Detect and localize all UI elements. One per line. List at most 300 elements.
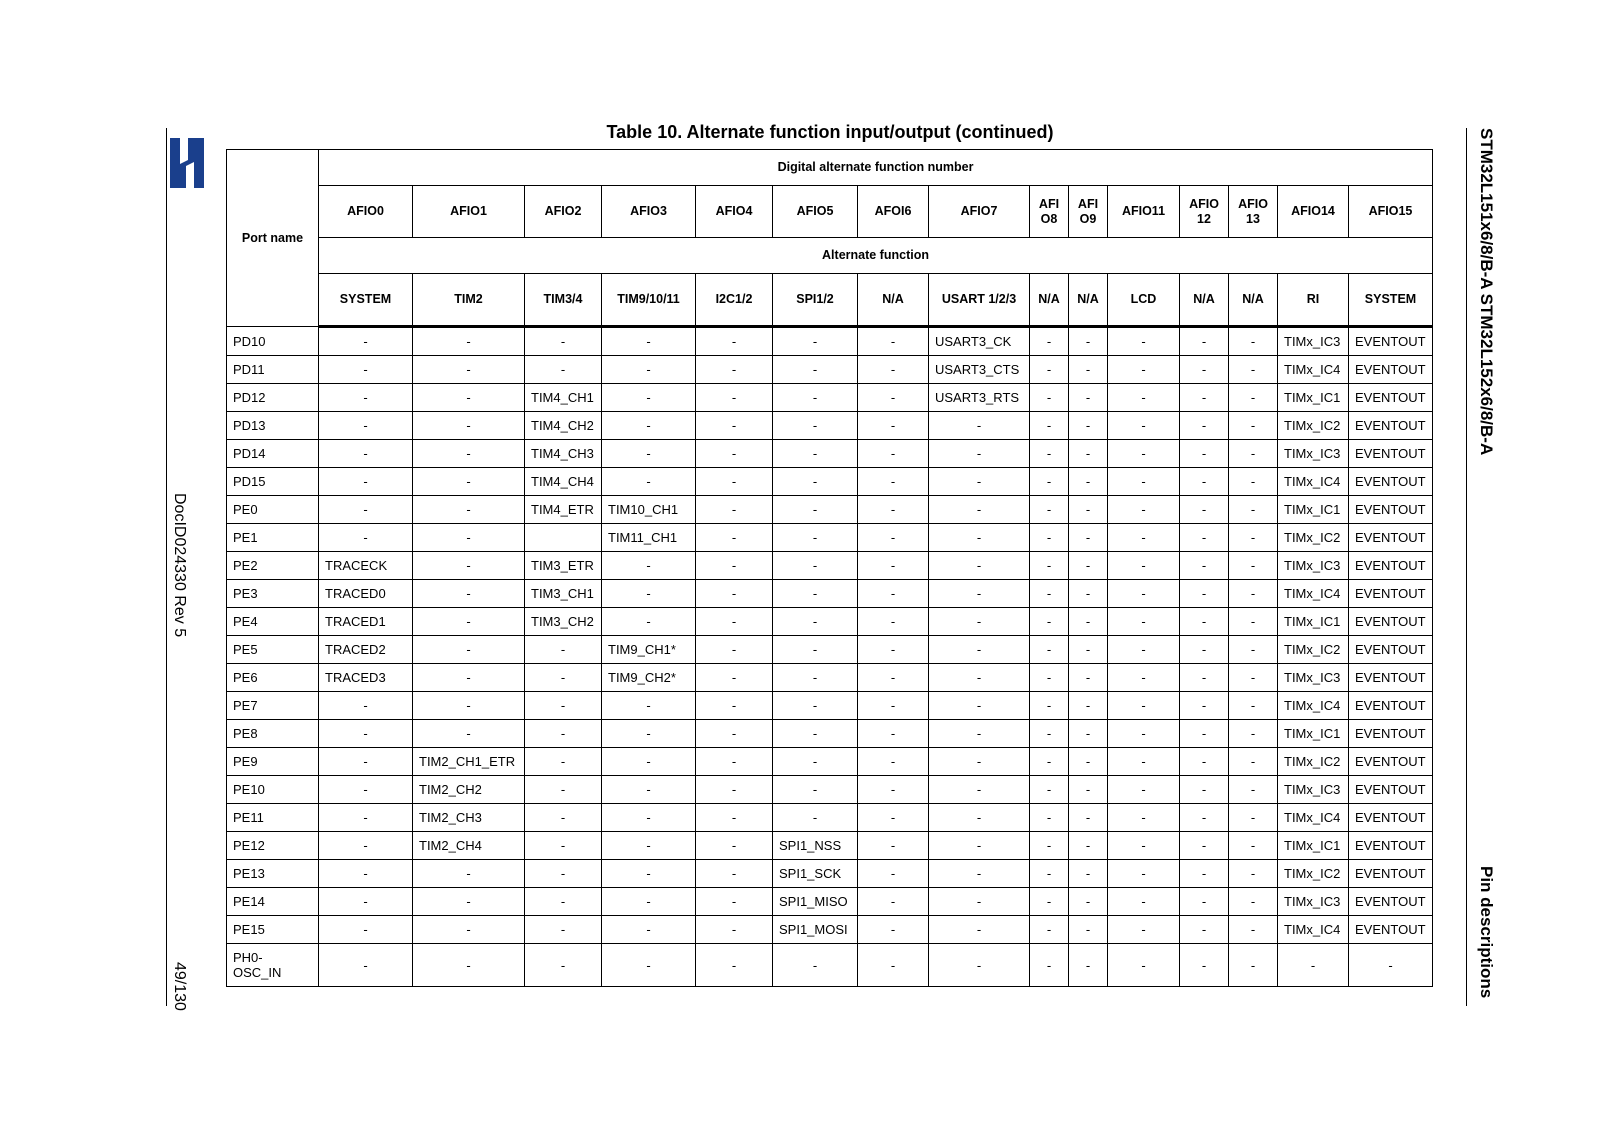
table-row — [227, 608, 1433, 636]
af-cell: - — [1108, 327, 1180, 356]
af-cell: - — [773, 804, 858, 832]
table-row — [227, 832, 1433, 860]
af-cell: - — [696, 720, 773, 748]
af-cell: - — [602, 468, 696, 496]
af-cell: - — [1108, 832, 1180, 860]
af-cell: - — [929, 888, 1030, 916]
af-cell: TIM11_CH1 — [602, 524, 696, 552]
af-cell: TIMx_IC3 — [1278, 552, 1349, 580]
af-cell: - — [1108, 356, 1180, 384]
af-cell: - — [1069, 804, 1108, 832]
af-cell: - — [525, 636, 602, 664]
af-cell: - — [1069, 384, 1108, 412]
af-cell: - — [1229, 860, 1278, 888]
page-number: 49/130 — [171, 962, 188, 1011]
af-cell: - — [1229, 916, 1278, 944]
af-cell: - — [773, 664, 858, 692]
af-cell: EVENTOUT — [1349, 412, 1433, 440]
af-cell: TIMx_IC1 — [1278, 608, 1349, 636]
af-name-header: SYSTEM — [319, 274, 413, 327]
af-cell: - — [413, 496, 525, 524]
af-cell: TRACECK — [319, 552, 413, 580]
port-name-cell: PE9 — [227, 748, 319, 776]
table-row — [227, 944, 1433, 987]
table-row — [227, 860, 1433, 888]
af-cell: EVENTOUT — [1349, 748, 1433, 776]
af-cell: - — [1180, 664, 1229, 692]
port-name-cell: PE3 — [227, 580, 319, 608]
af-cell: - — [413, 720, 525, 748]
port-name-cell: PE15 — [227, 916, 319, 944]
af-cell: TIM2_CH4 — [413, 832, 525, 860]
af-cell: - — [413, 860, 525, 888]
af-cell: - — [525, 664, 602, 692]
af-cell — [525, 524, 602, 552]
af-cell: - — [1180, 356, 1229, 384]
header-row-af-names — [227, 274, 1433, 327]
af-cell: - — [1030, 468, 1069, 496]
af-cell: - — [929, 804, 1030, 832]
af-cell: - — [773, 580, 858, 608]
table-row — [227, 440, 1433, 468]
port-name-cell: PH0- OSC_IN — [227, 944, 319, 987]
af-cell: - — [1069, 832, 1108, 860]
af-cell: EVENTOUT — [1349, 384, 1433, 412]
af-cell: - — [929, 496, 1030, 524]
af-cell: - — [1069, 580, 1108, 608]
af-cell: - — [1108, 524, 1180, 552]
af-cell: SPI1_MOSI — [773, 916, 858, 944]
af-cell: TIM4_CH1 — [525, 384, 602, 412]
af-cell: TRACED2 — [319, 636, 413, 664]
af-cell: - — [1229, 412, 1278, 440]
af-cell: - — [929, 412, 1030, 440]
af-cell: - — [525, 832, 602, 860]
af-cell: - — [696, 636, 773, 664]
af-name-header: TIM9/10/11 — [602, 274, 696, 327]
af-number-header: AFIO14 — [1278, 186, 1349, 238]
port-name-cell: PE11 — [227, 804, 319, 832]
af-name-header: N/A — [1069, 274, 1108, 327]
af-name-header: RI — [1278, 274, 1349, 327]
table-row — [227, 888, 1433, 916]
af-cell: - — [1349, 944, 1433, 987]
right-margin-rule — [1466, 128, 1467, 1006]
table-title: Table 10. Alternate function input/output (continued) — [606, 122, 1054, 142]
af-cell: - — [1108, 776, 1180, 804]
af-name-header: TIM3/4 — [525, 274, 602, 327]
af-cell: - — [319, 384, 413, 412]
alternate-function-table — [226, 149, 1433, 987]
af-cell: TIM9_CH2* — [602, 664, 696, 692]
af-cell: - — [413, 916, 525, 944]
af-cell: EVENTOUT — [1349, 888, 1433, 916]
af-cell: - — [1229, 552, 1278, 580]
af-name-header: I2C1/2 — [696, 274, 773, 327]
af-name-header: LCD — [1108, 274, 1180, 327]
af-cell: - — [525, 356, 602, 384]
af-cell: - — [1180, 748, 1229, 776]
af-cell: - — [1069, 748, 1108, 776]
port-name-cell: PE12 — [227, 832, 319, 860]
af-cell: - — [1030, 860, 1069, 888]
af-cell: - — [929, 440, 1030, 468]
af-cell: - — [602, 692, 696, 720]
af-cell: TIMx_IC1 — [1278, 832, 1349, 860]
af-cell: - — [929, 552, 1030, 580]
af-cell: - — [319, 804, 413, 832]
af-cell: - — [413, 580, 525, 608]
af-cell: - — [1180, 440, 1229, 468]
af-cell: - — [1180, 692, 1229, 720]
af-cell: - — [1030, 327, 1069, 356]
af-cell: - — [1069, 636, 1108, 664]
af-cell: - — [696, 860, 773, 888]
af-cell: - — [1180, 524, 1229, 552]
af-cell: - — [929, 692, 1030, 720]
af-cell: - — [602, 720, 696, 748]
table-row — [227, 496, 1433, 524]
table-row — [227, 804, 1433, 832]
af-cell: - — [602, 916, 696, 944]
af-cell: - — [602, 356, 696, 384]
af-cell: EVENTOUT — [1349, 636, 1433, 664]
af-name-header: N/A — [858, 274, 929, 327]
af-cell: EVENTOUT — [1349, 356, 1433, 384]
table-row — [227, 524, 1433, 552]
af-cell: TRACED3 — [319, 664, 413, 692]
af-cell: - — [1108, 944, 1180, 987]
af-cell: - — [929, 720, 1030, 748]
af-cell: - — [1229, 832, 1278, 860]
af-cell: - — [602, 412, 696, 440]
port-name-cell: PE10 — [227, 776, 319, 804]
port-name-cell: PE14 — [227, 888, 319, 916]
af-cell: - — [1108, 384, 1180, 412]
af-cell: - — [1030, 748, 1069, 776]
af-cell: - — [1069, 608, 1108, 636]
af-cell: - — [525, 692, 602, 720]
af-cell: - — [696, 804, 773, 832]
af-cell: - — [929, 636, 1030, 664]
af-cell: - — [1180, 608, 1229, 636]
af-name-header: SPI1/2 — [773, 274, 858, 327]
af-cell: - — [696, 384, 773, 412]
af-cell: - — [413, 552, 525, 580]
af-cell: - — [1069, 412, 1108, 440]
af-cell: - — [319, 692, 413, 720]
af-cell: - — [413, 327, 525, 356]
af-cell: TIM4_ETR — [525, 496, 602, 524]
af-cell: - — [1108, 916, 1180, 944]
af-cell: - — [1108, 468, 1180, 496]
af-cell: EVENTOUT — [1349, 524, 1433, 552]
af-cell: - — [1229, 524, 1278, 552]
af-cell: - — [413, 664, 525, 692]
af-cell: - — [1229, 944, 1278, 987]
af-cell: - — [1180, 916, 1229, 944]
doc-id: DocID024330 Rev 5 — [171, 493, 188, 638]
af-cell: - — [773, 327, 858, 356]
af-cell: - — [1030, 356, 1069, 384]
af-cell: - — [1108, 440, 1180, 468]
af-cell: - — [858, 440, 929, 468]
af-cell: - — [773, 524, 858, 552]
af-cell: EVENTOUT — [1349, 860, 1433, 888]
port-name-header: Port name — [227, 150, 319, 327]
af-cell: - — [858, 608, 929, 636]
af-name-header: TIM2 — [413, 274, 525, 327]
af-cell: - — [858, 748, 929, 776]
af-cell: - — [319, 888, 413, 916]
table-row — [227, 384, 1433, 412]
af-cell: - — [1180, 944, 1229, 987]
af-cell: - — [602, 748, 696, 776]
af-cell: - — [1108, 664, 1180, 692]
af-cell: - — [319, 356, 413, 384]
port-name-cell: PE2 — [227, 552, 319, 580]
af-cell: - — [1108, 748, 1180, 776]
af-cell: - — [773, 636, 858, 664]
af-cell: EVENTOUT — [1349, 692, 1433, 720]
af-cell: - — [696, 552, 773, 580]
af-cell: TIMx_IC2 — [1278, 412, 1349, 440]
af-cell: - — [1069, 552, 1108, 580]
table-row — [227, 916, 1433, 944]
af-cell: TIM4_CH4 — [525, 468, 602, 496]
af-cell: - — [413, 636, 525, 664]
af-cell: - — [1030, 440, 1069, 468]
af-cell: - — [773, 776, 858, 804]
af-cell: - — [858, 804, 929, 832]
af-cell: - — [696, 496, 773, 524]
af-cell: - — [858, 636, 929, 664]
af-cell: - — [696, 748, 773, 776]
af-cell: SPI1_NSS — [773, 832, 858, 860]
af-cell: - — [1229, 608, 1278, 636]
af-cell: TRACED1 — [319, 608, 413, 636]
af-cell: - — [413, 888, 525, 916]
af-cell: TIMx_IC2 — [1278, 636, 1349, 664]
table-row — [227, 692, 1433, 720]
af-cell: - — [319, 776, 413, 804]
af-cell: SPI1_MISO — [773, 888, 858, 916]
af-cell: - — [1108, 804, 1180, 832]
table-row — [227, 468, 1433, 496]
af-cell: - — [1030, 552, 1069, 580]
af-cell: TIMx_IC2 — [1278, 524, 1349, 552]
af-cell: - — [858, 552, 929, 580]
af-cell: - — [1030, 664, 1069, 692]
af-cell: - — [319, 860, 413, 888]
af-cell: - — [1069, 888, 1108, 916]
table-row — [227, 748, 1433, 776]
port-name-cell: PE8 — [227, 720, 319, 748]
af-cell: - — [1108, 888, 1180, 916]
af-cell: - — [1180, 720, 1229, 748]
af-cell: EVENTOUT — [1349, 327, 1433, 356]
af-cell: - — [858, 356, 929, 384]
af-cell: - — [413, 944, 525, 987]
af-cell: EVENTOUT — [1349, 608, 1433, 636]
af-number-header: AFIO4 — [696, 186, 773, 238]
table-row — [227, 552, 1433, 580]
af-cell: - — [696, 580, 773, 608]
table-body — [227, 327, 1433, 987]
af-cell: - — [929, 748, 1030, 776]
af-name-header: USART 1/2/3 — [929, 274, 1030, 327]
af-cell: - — [525, 748, 602, 776]
af-cell: - — [1030, 832, 1069, 860]
af-cell: EVENTOUT — [1349, 580, 1433, 608]
af-cell: - — [696, 468, 773, 496]
af-cell: TIMx_IC2 — [1278, 748, 1349, 776]
af-cell: TIMx_IC4 — [1278, 916, 1349, 944]
port-name-cell: PD15 — [227, 468, 319, 496]
af-cell: - — [525, 888, 602, 916]
port-name-cell: PE6 — [227, 664, 319, 692]
af-cell: - — [1229, 664, 1278, 692]
af-cell: - — [602, 860, 696, 888]
header-row-digital — [227, 150, 1433, 186]
af-number-header: AFIO1 — [413, 186, 525, 238]
af-number-header: AFIO11 — [1108, 186, 1180, 238]
af-number-header: AFI O9 — [1069, 186, 1108, 238]
af-cell: - — [1229, 692, 1278, 720]
af-cell: - — [602, 327, 696, 356]
af-cell: - — [1229, 580, 1278, 608]
af-cell: TIM3_CH1 — [525, 580, 602, 608]
af-cell: - — [1030, 496, 1069, 524]
port-name-cell: PD13 — [227, 412, 319, 440]
af-cell: TIM4_CH3 — [525, 440, 602, 468]
af-cell: - — [1180, 552, 1229, 580]
af-cell: - — [319, 327, 413, 356]
digital-af-header: Digital alternate function number — [319, 150, 1433, 186]
af-cell: - — [858, 468, 929, 496]
af-number-header: AFIO0 — [319, 186, 413, 238]
af-cell: - — [602, 580, 696, 608]
left-margin-rule — [166, 128, 167, 1006]
af-cell: - — [1030, 412, 1069, 440]
af-cell: - — [319, 832, 413, 860]
af-cell: - — [929, 832, 1030, 860]
st-logo — [168, 134, 206, 192]
af-number-header: AFIO5 — [773, 186, 858, 238]
alternate-function-header: Alternate function — [319, 238, 1433, 274]
af-cell: - — [602, 384, 696, 412]
af-cell: - — [929, 468, 1030, 496]
af-cell: - — [1278, 944, 1349, 987]
af-cell: - — [413, 412, 525, 440]
section-title: Pin descriptions — [1477, 866, 1496, 999]
af-cell: - — [413, 608, 525, 636]
header-row-af-numbers — [227, 186, 1433, 238]
af-cell: TIM4_CH2 — [525, 412, 602, 440]
af-cell: - — [413, 692, 525, 720]
af-cell: TIMx_IC4 — [1278, 580, 1349, 608]
af-cell: - — [602, 776, 696, 804]
af-cell: - — [1069, 720, 1108, 748]
af-cell: - — [413, 440, 525, 468]
port-name-cell: PD10 — [227, 327, 319, 356]
af-cell: - — [696, 664, 773, 692]
af-cell: TIMx_IC1 — [1278, 384, 1349, 412]
header-row-alternate — [227, 238, 1433, 274]
af-cell: - — [858, 832, 929, 860]
af-cell: - — [1030, 636, 1069, 664]
af-cell: - — [696, 944, 773, 987]
af-cell: TIM3_CH2 — [525, 608, 602, 636]
af-cell: - — [1229, 440, 1278, 468]
af-cell: - — [1030, 916, 1069, 944]
af-cell: - — [858, 496, 929, 524]
af-cell: EVENTOUT — [1349, 552, 1433, 580]
af-cell: - — [1030, 692, 1069, 720]
af-cell: - — [319, 412, 413, 440]
af-cell: TIMx_IC1 — [1278, 496, 1349, 524]
af-cell: TIM2_CH3 — [413, 804, 525, 832]
af-cell: SPI1_SCK — [773, 860, 858, 888]
af-cell: - — [696, 776, 773, 804]
af-cell: EVENTOUT — [1349, 496, 1433, 524]
af-cell: - — [1180, 636, 1229, 664]
af-cell: - — [858, 860, 929, 888]
af-cell: - — [602, 608, 696, 636]
af-cell: TIMx_IC3 — [1278, 664, 1349, 692]
af-cell: - — [319, 720, 413, 748]
af-cell: - — [319, 524, 413, 552]
af-cell: - — [929, 524, 1030, 552]
port-name-cell: PD11 — [227, 356, 319, 384]
af-cell: - — [525, 720, 602, 748]
af-cell: - — [1069, 327, 1108, 356]
af-cell: - — [1229, 468, 1278, 496]
af-cell: - — [696, 916, 773, 944]
af-cell: USART3_CTS — [929, 356, 1030, 384]
af-cell: - — [1069, 944, 1108, 987]
af-cell: - — [1069, 916, 1108, 944]
af-cell: - — [1069, 664, 1108, 692]
af-cell: - — [1180, 804, 1229, 832]
af-cell: - — [1108, 720, 1180, 748]
af-cell: - — [929, 580, 1030, 608]
af-cell: - — [1108, 580, 1180, 608]
af-cell: - — [929, 664, 1030, 692]
af-cell: - — [1229, 888, 1278, 916]
af-cell: - — [773, 748, 858, 776]
af-number-header: AFI O8 — [1030, 186, 1069, 238]
port-name-cell: PE7 — [227, 692, 319, 720]
table-row — [227, 776, 1433, 804]
af-cell: - — [1069, 692, 1108, 720]
af-cell: EVENTOUT — [1349, 720, 1433, 748]
af-cell: - — [525, 916, 602, 944]
af-cell: USART3_RTS — [929, 384, 1030, 412]
af-cell: - — [602, 888, 696, 916]
af-cell: - — [696, 524, 773, 552]
af-cell: - — [1030, 888, 1069, 916]
af-cell: - — [319, 944, 413, 987]
af-cell: - — [696, 440, 773, 468]
af-cell: - — [696, 888, 773, 916]
af-name-header: N/A — [1030, 274, 1069, 327]
af-cell: - — [602, 440, 696, 468]
af-cell: TIMx_IC3 — [1278, 327, 1349, 356]
af-cell: - — [1180, 776, 1229, 804]
table-row — [227, 664, 1433, 692]
af-cell: - — [602, 944, 696, 987]
